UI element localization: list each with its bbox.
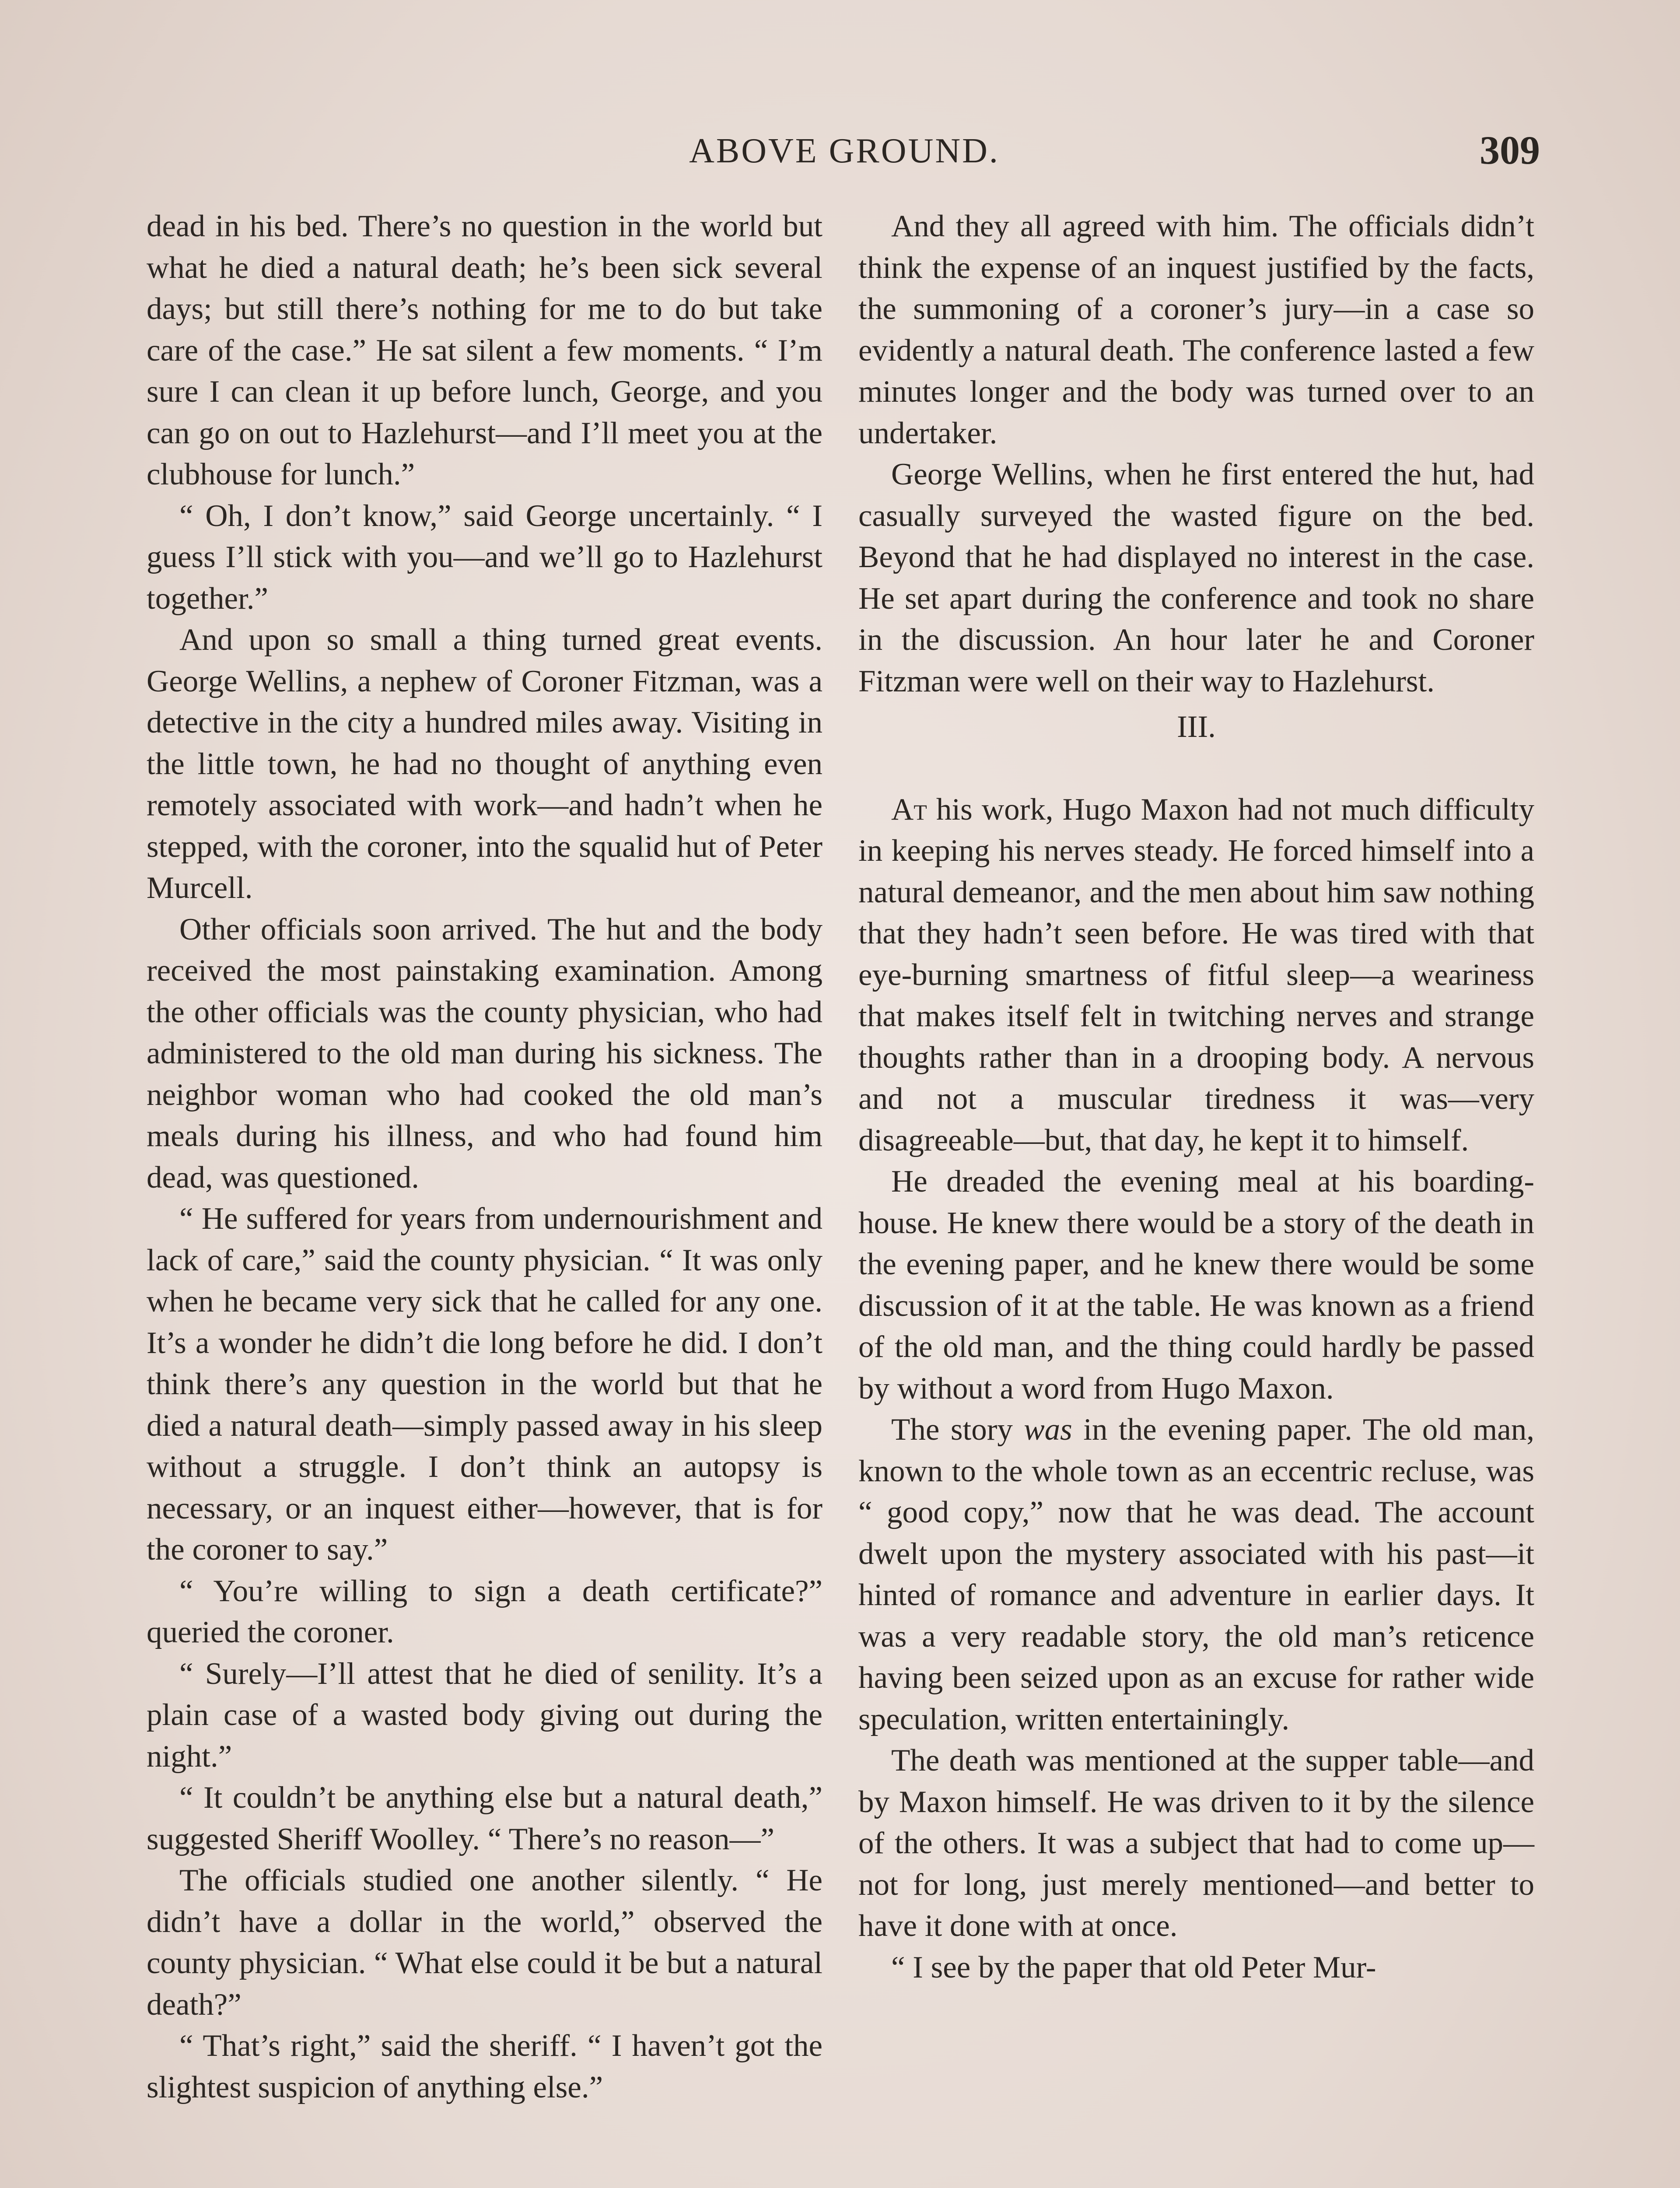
page-number: 309 [1480, 128, 1540, 172]
opening-text: his work, Hugo Maxon had not much difficulty in keeping his nerves steady. He forced himself into a natural demeanor, and the men about him saw nothing that they hadn’t seen before. He was tired with that eye-burning smartness of fitful sleep—a weariness that makes itself felt in twitching nerves and strange thoughts rather than in a drooping body. A nervous and not a muscular tiredness it was—very disagreeable—but, that day, he kept it to himself. [858, 792, 1534, 1157]
section-opening-paragraph [858, 789, 1534, 1161]
italic-word: was [1024, 1413, 1072, 1447]
right-column [858, 206, 1534, 1988]
paragraph [858, 1409, 1534, 1740]
paragraph: “ Surely—I’ll attest that he died of senility. It’s a plain case of a wasted body giving out during the night.” [147, 1656, 822, 1774]
running-title: ABOVE GROUND. [689, 132, 1000, 170]
paragraph: George Wellins, when he first entered the hut, had casually surveyed the wasted figure on the bed. Beyond that he had displayed no interest in the case. He set apart during the conference and took no share in the discussion. An hour later he and Coroner Fitzman were well on their way to Hazlehurst. [858, 457, 1534, 698]
left-column [147, 206, 822, 2108]
paragraph: “ You’re willing to sign a death certificate?” queried the coroner. [147, 1574, 822, 1649]
paragraph: Other officials soon arrived. The hut and the body received the most painstaking examination. Among the other officials was the county physician, who had administered to the old man during his sickness. The neighbor woman who had cooked the old man’s meals during his illness, and who had found him dead, was questioned. [147, 912, 822, 1195]
paragraph: “ I see by the paper that old Peter Mur- [891, 1950, 1376, 1985]
paragraph: The officials studied one another silently. “ He didn’t have a dollar in the world,” observed the county physician. “ What else could it be but a natural death?” [147, 1863, 822, 2022]
paragraph: The death was mentioned at the supper table—and by Maxon himself. He was driven to it by the silence of the others. It was a subject that had to come up—not for long, just merely mentioned—and better to have it done with at once. [858, 1743, 1534, 1943]
text-run: in the evening paper. The old man, known to the whole town as an eccentric recluse, was “ good copy,” now that he was dead. The account dwelt upon the mystery associated with his past—it hinted of romance and adventure in earlier days. It was a very readable story, the old man’s reticence having been seized upon as an excuse for rather wide speculation, written entertainingly. [858, 1413, 1534, 1736]
paragraph: And they all agreed with him. The officials didn’t think the expense of an inquest justified by the facts, the summoning of a coroner’s jury—in a case so evidently a natural death. The conference lasted a few minutes longer and the body was turned over to an undertaker. [858, 209, 1534, 450]
opening-word: At [891, 792, 927, 827]
paragraph: “ That’s right,” said the sheriff. “ I haven’t got the slightest suspicion of anything else.” [147, 2029, 822, 2104]
paragraph: “ Oh, I don’t know,” said George uncertainly. “ I guess I’ll stick with you—and we’ll go to Hazlehurst together.” [147, 498, 822, 616]
paragraph: “ He suffered for years from undernourishment and lack of care,” said the county physician. “ It was only when he became very sick that he called for any one. It’s a wonder he didn’t die long before he did. I don’t think there’s any question in the world but that he died a natural death—simply passed away in his sleep without a struggle. I don’t think an autopsy is necessary, or an inquest either—however, that is for the coroner to say.” [147, 1202, 822, 1567]
page-header [149, 127, 1540, 179]
paragraph: dead in his bed. There’s no question in the world but what he died a natural death; he’s been sick several days; but still there’s nothing for me to do but take care of the case.” He sat silent a few moments. “ I’m sure I can clean it up before lunch, George, and you can go on out to Hazlehurst—and I’ll meet you at the clubhouse for lunch.” [147, 209, 822, 491]
text-run: The story [891, 1413, 1024, 1447]
paragraph: He dreaded the evening meal at his boarding-house. He knew there would be a story of the death in the evening paper, and he knew there would be some discussion of it at the table. He was known as a friend of the old man, and the thing could hardly be passed by without a word from Hugo Maxon. [858, 1164, 1534, 1406]
paragraph: “ It couldn’t be anything else but a natural death,” suggested Sheriff Woolley. “ There’s no reason—” [147, 1781, 822, 1856]
section-heading: III. [1177, 710, 1216, 744]
paragraph: And upon so small a thing turned great events. George Wellins, a nephew of Coroner Fitzman, was a detective in the city a hundred miles away. Visiting in the little town, he had no thought of anything even remotely associated with work—and hadn’t when he stepped, with the coroner, into the squalid hut of Peter Murcell. [147, 623, 822, 905]
